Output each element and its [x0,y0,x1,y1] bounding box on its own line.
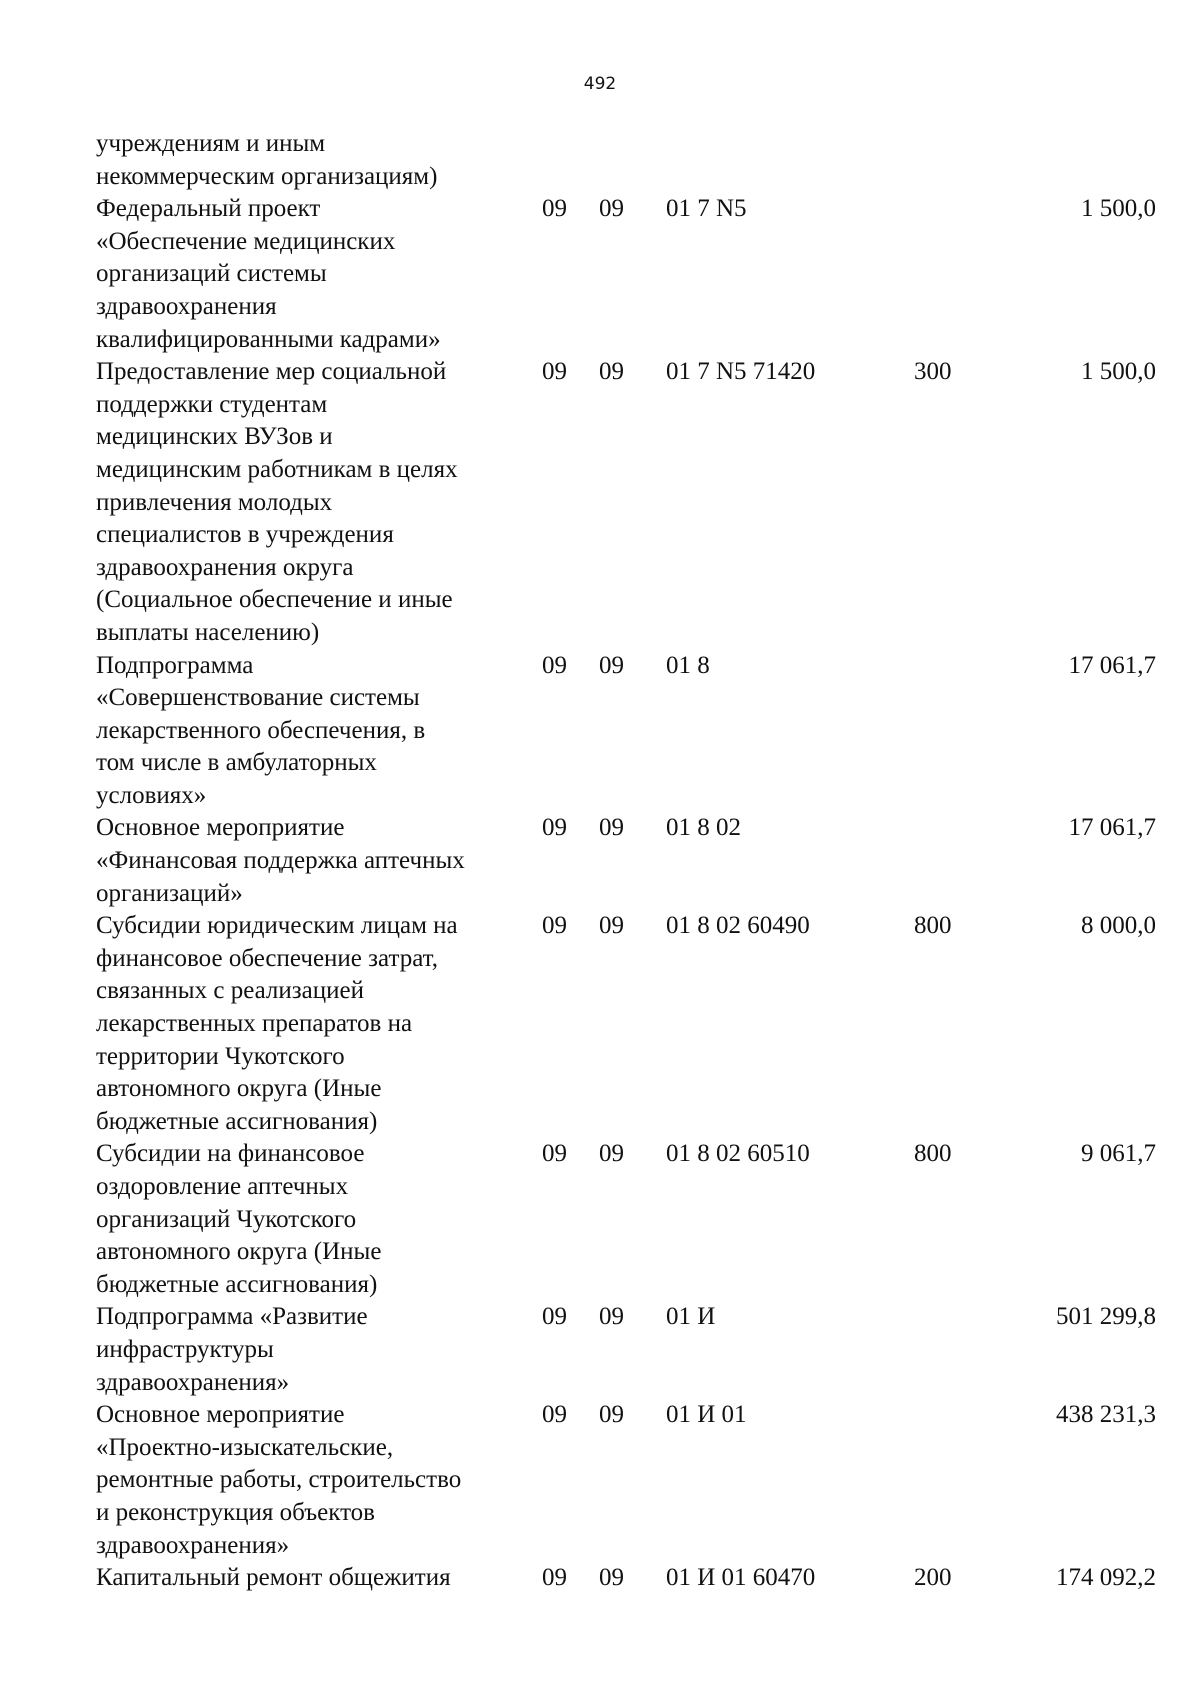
row-section-code: 09 [542,651,567,679]
row-amount: 1 500,0 [1081,358,1156,386]
row-name: Подпрограмма «Совершенствование системы лекарственного обеспечения, в том числе в амбулаторных условиях» [96,651,426,809]
row-amount: 17 061,7 [1068,814,1156,842]
row-amount: 9 061,7 [1081,1140,1156,1168]
table-row [96,128,1156,193]
row-section-code: 09 [542,1140,567,1168]
row-subsection-code: 09 [599,1401,624,1429]
table-row [96,1301,1156,1399]
row-subsection-code: 09 [599,651,624,679]
row-amount: 438 231,3 [1056,1401,1156,1429]
row-expense-type-code: 200 [914,1564,952,1592]
row-target-article-code: 01 И 01 [666,1401,747,1429]
row-amount: 17 061,7 [1068,651,1156,679]
row-target-article-code: 01 8 [666,651,710,679]
row-expense-type-code: 800 [914,912,952,940]
row-section-code: 09 [542,1401,567,1429]
table-row [96,910,1156,1138]
row-target-article-code: 01 И 01 60470 [666,1564,816,1592]
table-row [96,193,1156,356]
row-section-code: 09 [542,195,567,223]
row-expense-type-code: 300 [914,358,952,386]
row-target-article-code: 01 8 02 60510 [666,1140,810,1168]
table-row [96,1138,1156,1301]
row-subsection-code: 09 [599,1564,624,1592]
row-amount: 174 092,2 [1056,1564,1156,1592]
table-row [96,356,1156,649]
row-name: Основное мероприятие «Финансовая поддержка аптечных организаций» [96,814,465,907]
row-target-article-code: 01 7 N5 [666,195,747,223]
row-amount: 501 299,8 [1056,1303,1156,1331]
row-name: Предоставление мер социальной поддержки студентам медицинских ВУЗов и медицинским работникам в целях привлечения молодых специалистов в учреждения здравоохранения округа (Социальное обеспечение и иные выплаты населению) [96,358,458,646]
row-subsection-code: 09 [599,1140,624,1168]
row-target-article-code: 01 7 N5 71420 [666,358,816,386]
table-row [96,1562,1156,1595]
row-name: Федеральный проект «Обеспечение медицинских организаций системы здравоохранения квалифицированными кадрами» [96,195,441,353]
row-section-code: 09 [542,1564,567,1592]
row-subsection-code: 09 [599,1303,624,1331]
row-subsection-code: 09 [599,358,624,386]
row-subsection-code: 09 [599,195,624,223]
row-name: Субсидии на финансовое оздоровление аптечных организаций Чукотского автономного округа (Иные бюджетные ассигнования) [96,1140,382,1298]
row-name: Подпрограмма «Развитие инфраструктуры здравоохранения» [96,1303,368,1396]
table-row [96,812,1156,910]
row-section-code: 09 [542,358,567,386]
row-expense-type-code: 800 [914,1140,952,1168]
page-number: 492 [583,74,617,94]
row-amount: 1 500,0 [1081,195,1156,223]
row-section-code: 09 [542,1303,567,1331]
budget-table [96,128,1156,1595]
row-subsection-code: 09 [599,814,624,842]
table-row [96,650,1156,813]
row-subsection-code: 09 [599,912,624,940]
row-target-article-code: 01 И [666,1303,716,1331]
row-name: учреждениям и иным некоммерческим организациям) [96,130,438,190]
table-row [96,1399,1156,1562]
row-name: Субсидии юридическим лицам на финансовое обеспечение затрат, связанных с реализацией лекарственных препаратов на территории Чукотского автономного округа (Иные бюджетные ассигнования) [96,912,458,1135]
row-section-code: 09 [542,912,567,940]
row-amount: 8 000,0 [1081,912,1156,940]
row-name: Основное мероприятие «Проектно-изыскательские, ремонтные работы, строительство и реконструкция объектов здравоохранения» [96,1401,462,1559]
row-target-article-code: 01 8 02 60490 [666,912,810,940]
row-name: Капитальный ремонт общежития [96,1564,451,1592]
row-section-code: 09 [542,814,567,842]
row-target-article-code: 01 8 02 [666,814,741,842]
